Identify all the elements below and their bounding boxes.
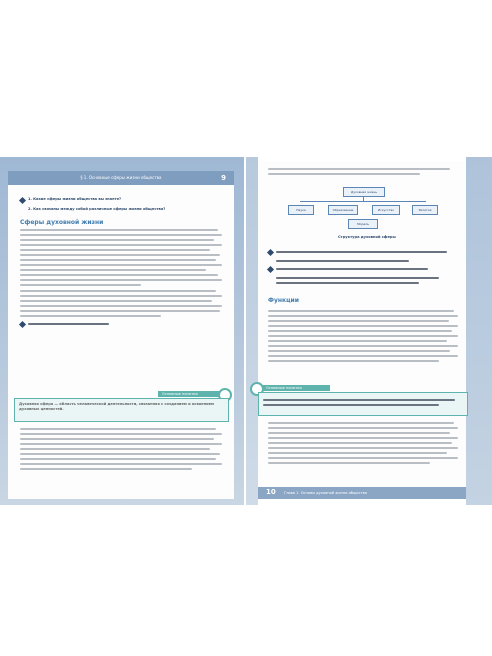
diamond-bullet-icon — [267, 266, 274, 273]
diagram-node: Искусство — [372, 205, 400, 215]
left-content — [20, 193, 222, 332]
diamond-bullet-icon — [267, 249, 274, 256]
right-paragraph-1 — [268, 307, 458, 365]
definition-callout — [258, 392, 468, 416]
footer-text: Глава 1. Основы духовной жизни общества — [284, 491, 367, 495]
diagram-caption: Структура духовной сферы — [338, 235, 396, 239]
question-2-text: 2. Как связаны между собой различные сферы жизни общества? — [28, 207, 166, 211]
paragraph-2 — [20, 290, 222, 317]
callout-title: Основные понятия — [262, 385, 330, 391]
diagram-top-node: Духовная жизнь — [343, 187, 385, 197]
left-page — [8, 171, 234, 499]
diagram-node: Религия — [412, 205, 438, 215]
right-concept-box — [250, 385, 466, 413]
footer-bar — [258, 487, 466, 499]
definition-text: Духовная сфера — область человеческой деятельности, связанная с созданием и освоением духовных ценностей. — [19, 402, 214, 411]
question-1 — [20, 197, 222, 203]
book-spread — [0, 157, 492, 505]
footer-page-number: 10 — [266, 488, 276, 496]
running-head-text: § 1. Основные сферы жизни общества — [80, 175, 162, 180]
structure-diagram — [288, 187, 438, 235]
diagram-node: Наука — [288, 205, 314, 215]
right-page-frame — [246, 157, 492, 505]
diagram-node: Мораль — [348, 219, 378, 229]
callout-title: Основные понятия — [158, 391, 226, 397]
diagram-node: Образование — [328, 205, 358, 215]
diamond-bullet-icon — [19, 321, 26, 328]
concept-box — [8, 391, 234, 419]
paragraph-1 — [20, 229, 222, 286]
running-head — [8, 171, 234, 185]
think-note — [20, 321, 222, 328]
paragraph-3 — [20, 425, 222, 473]
definition-callout — [14, 398, 229, 422]
section-heading: Сферы духовной жизни — [20, 219, 104, 226]
right-paragraph-2 — [268, 419, 458, 467]
question-1-text: 1. Какие сферы жизни общества вы знаете? — [28, 197, 122, 201]
diamond-bullet-icon — [19, 197, 26, 204]
question-2 — [20, 207, 222, 213]
page-number: 9 — [221, 174, 226, 182]
right-intro — [268, 165, 458, 178]
left-page-frame — [0, 157, 244, 505]
right-questions — [268, 245, 458, 287]
right-page — [258, 161, 466, 499]
functions-heading: Функции — [268, 297, 299, 304]
